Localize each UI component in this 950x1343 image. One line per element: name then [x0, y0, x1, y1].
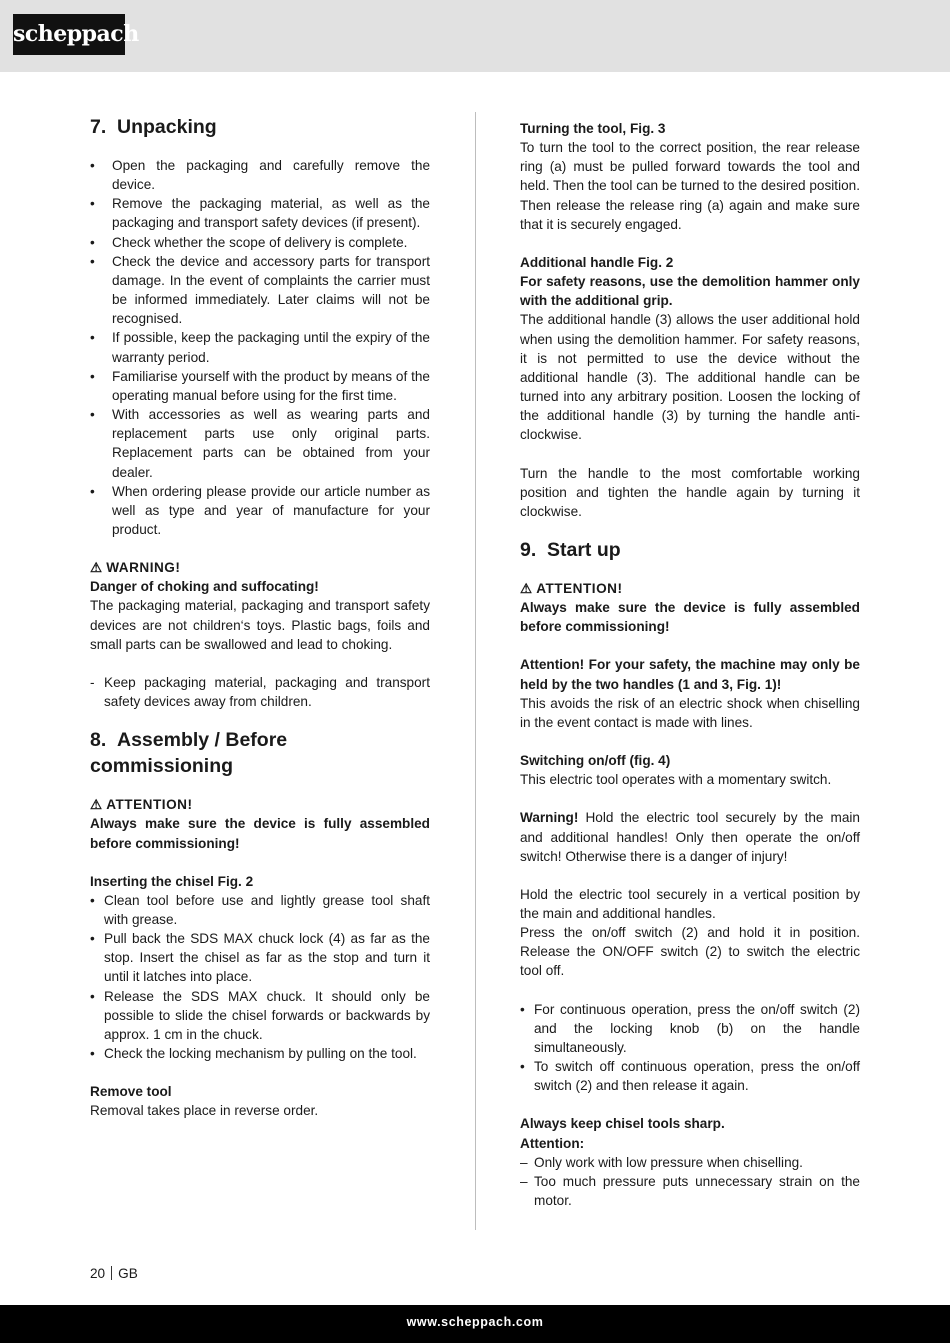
- attention-label-2: Attention:: [520, 1135, 585, 1151]
- list-item: • If possible, keep the packaging until the expiry of the warranty period.: [90, 328, 430, 366]
- list-item: • Check the locking mechanism by pulling on the tool.: [90, 1044, 430, 1063]
- warning-icon: ⚠: [90, 560, 103, 576]
- additional-handle-warning: For safety reasons, use the demolition hammer only with the additional grip.: [520, 274, 860, 309]
- turning-tool-text: To turn the tool to the correct position, the rear release ring (a) must be pulled forward towards the tool and held. Then the tool can be turned to the desired position. Then release the release ring (a) again and make sure that it is securely engaged.: [520, 140, 860, 232]
- list-item: • Check whether the scope of delivery is complete.: [90, 233, 430, 252]
- list-item: • Clean tool before use and lightly grease tool shaft with grease.: [90, 891, 430, 929]
- attention-text: Always make sure the device is fully assembled before commissioning!: [520, 600, 860, 635]
- right-column: [520, 119, 860, 1210]
- list-item: – Only work with low pressure when chiselling.: [520, 1153, 860, 1172]
- list-item: - Keep packaging material, packaging and transport safety devices away from children.: [90, 673, 430, 711]
- continuous-operation-list: [520, 1000, 860, 1096]
- list-item: • Release the SDS MAX chuck. It should only be possible to slide the chisel forwards or backwards by approx. 1 cm in the chuck.: [90, 987, 430, 1044]
- attention-label: ⚠ ATTENTION!: [90, 795, 430, 814]
- safety-dash-list: [90, 673, 430, 711]
- subheading-switching: Switching on/off (fig. 4): [520, 753, 671, 769]
- warning-title: Danger of choking and suffocating!: [90, 579, 319, 595]
- footer-url[interactable]: www.scheppach.com: [406, 1315, 544, 1329]
- pressure-dash-list: [520, 1153, 860, 1210]
- list-item: • Open the packaging and carefully remove the device.: [90, 156, 430, 194]
- list-item: • When ordering please provide our article number as well as type and year of manufacture for your product.: [90, 482, 430, 539]
- warning-text: The packaging material, packaging and transport safety devices are not children‘s toys. Plastic bags, foils and small parts can be swallowed and lead to choking.: [90, 598, 430, 652]
- inserting-chisel-list: [90, 891, 430, 1063]
- page-separator: [111, 1266, 112, 1280]
- column-divider: [475, 112, 476, 1230]
- left-column: [90, 114, 430, 1121]
- list-item: • To switch off continuous operation, press the on/off switch (2) and then release it again.: [520, 1057, 860, 1095]
- warning-icon: ⚠: [520, 580, 533, 596]
- keep-sharp-note: Always keep chisel tools sharp.: [520, 1116, 725, 1132]
- scheppach-logo: scheppach: [13, 14, 125, 55]
- section-heading-assembly: 8. Assembly / Before commissioning: [90, 729, 288, 778]
- warning-icon: ⚠: [90, 797, 103, 813]
- warning-label: ⚠ WARNING!: [90, 558, 430, 577]
- switch-warning-paragraph: Warning! Hold the electric tool securely by the main and additional handles! Only then operate the on/off switch! Otherwise there is a danger of injury!: [520, 810, 860, 864]
- hold-tool-text: Hold the electric tool securely in a vertical position by the main and additional handles.: [520, 886, 860, 921]
- remove-tool-text: Removal takes place in reverse order.: [90, 1103, 319, 1119]
- list-item: • Remove the packaging material, as well as the packaging and transport safety devices (if present).: [90, 194, 430, 232]
- subheading-remove-tool: Remove tool: [90, 1084, 172, 1100]
- list-item: – Too much pressure puts unnecessary strain on the motor.: [520, 1172, 860, 1210]
- safety-handles-text: This avoids the risk of an electric shock when chiselling in the event contact is made with lines.: [520, 695, 860, 730]
- page-number: 20 GB: [90, 1266, 138, 1281]
- subheading-turning-tool: Turning the tool, Fig. 3: [520, 121, 666, 136]
- subheading-inserting-chisel: Inserting the chisel Fig. 2: [90, 873, 254, 889]
- section-heading-unpacking: 7. Unpacking: [90, 116, 217, 138]
- safety-handles-warning: Attention! For your safety, the machine may only be held by the two handles (1 and 3, Fig. 1)!: [520, 657, 860, 692]
- additional-handle-text-2: Turn the handle to the most comfortable working position and tighten the handle again by turning it clockwise.: [520, 465, 860, 519]
- press-switch-text: Press the on/off switch (2) and hold it in position. Release the ON/OFF switch (2) to switch the electric tool off.: [520, 925, 860, 979]
- switching-text: This electric tool operates with a momentary switch.: [520, 772, 832, 788]
- additional-handle-text: The additional handle (3) allows the user additional hold when using the demolition hammer. For safety reasons, it is not permitted to use the device without the additional handle (3). The additional handle can be turned into any arbitrary position. Loosen the locking of the additional handle (3) by turning the handle anti-clockwise.: [520, 312, 860, 443]
- list-item: • For continuous operation, press the on/off switch (2) and the locking knob (b) on the handle simultaneously.: [520, 1000, 860, 1057]
- attention-text: Always make sure the device is fully assembled before commissioning!: [90, 816, 430, 851]
- subheading-additional-handle: Additional handle Fig. 2: [520, 254, 674, 270]
- list-item: • Familiarise yourself with the product by means of the operating manual before using for the first time.: [90, 367, 430, 405]
- section-heading-start-up: 9. Start up: [520, 538, 621, 561]
- list-item: • With accessories as well as wearing parts and replacement parts use only original parts. Replacement parts can be obtained from your dealer.: [90, 405, 430, 482]
- attention-label: ⚠ ATTENTION!: [520, 579, 860, 598]
- header-bar: [0, 0, 950, 72]
- footer-bar: [0, 1305, 950, 1343]
- unpacking-list: [90, 156, 430, 539]
- list-item: • Pull back the SDS MAX chuck lock (4) as far as the stop. Insert the chisel as far as the stop and turn it until it latches into place.: [90, 929, 430, 986]
- list-item: • Check the device and accessory parts for transport damage. In the event of complaints the carrier must be informed immediately. Later claims will not be recognised.: [90, 252, 430, 329]
